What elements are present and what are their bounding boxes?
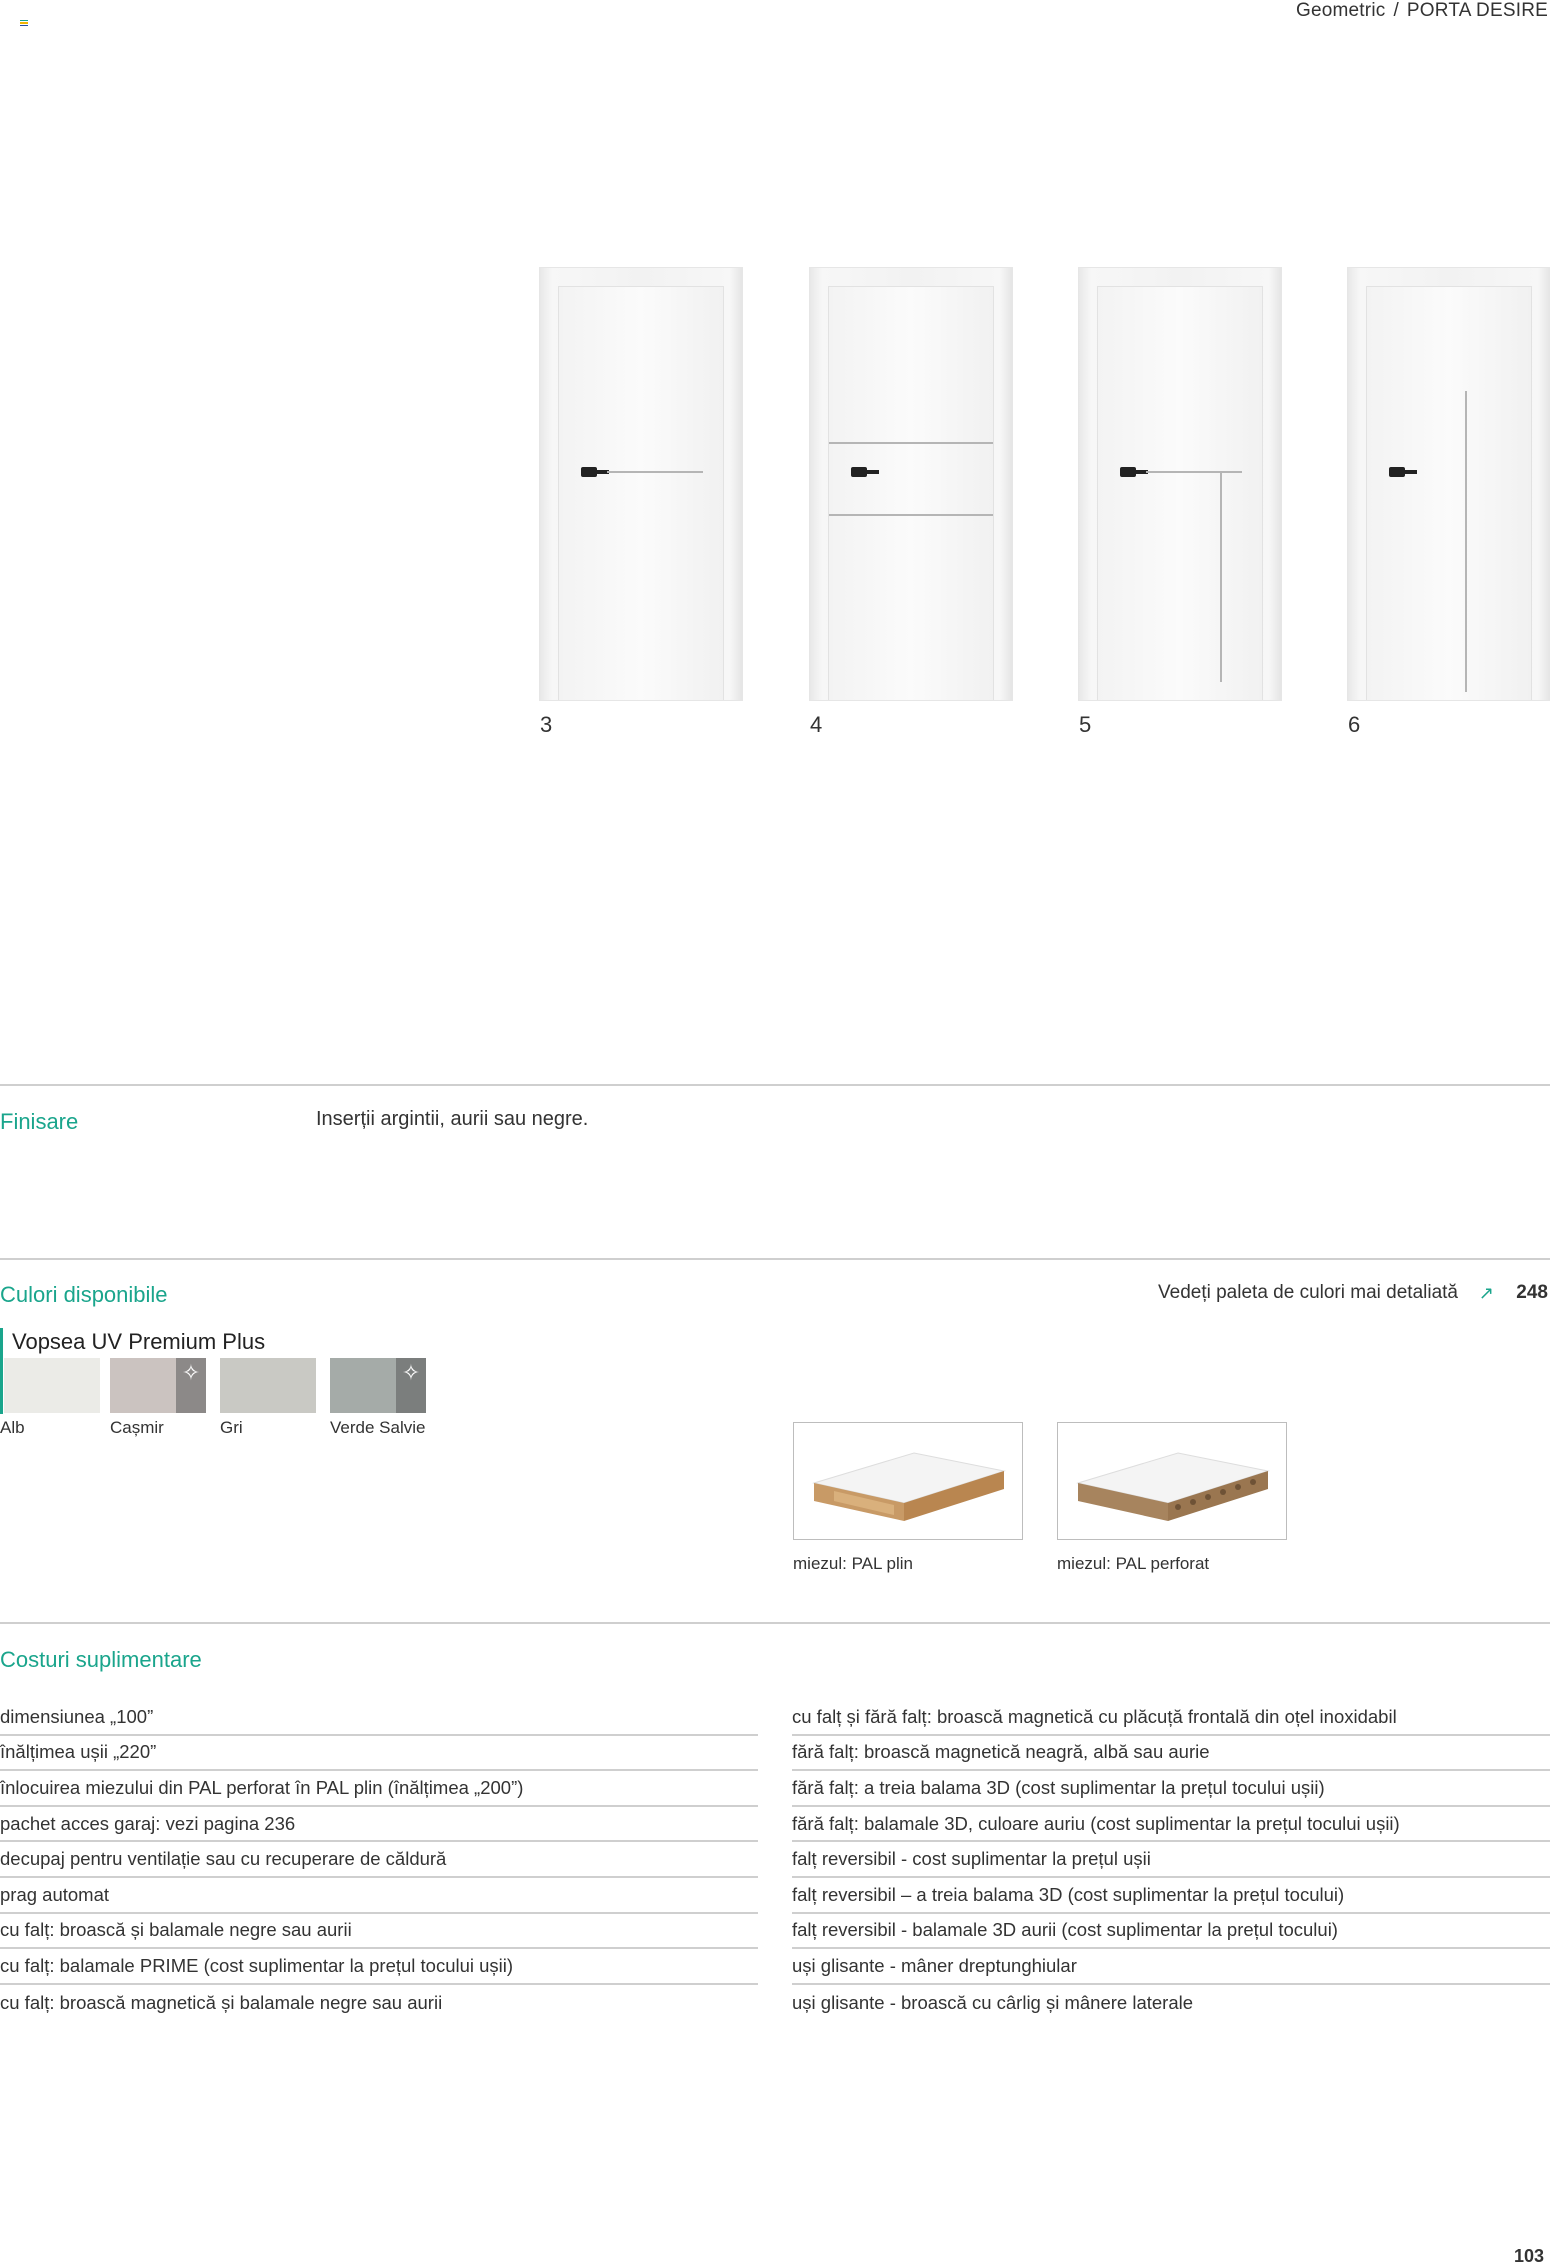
door-image-5 [1079,268,1281,700]
list-item: prag automat [0,1878,758,1914]
swatch-label: Gri [220,1418,243,1437]
list-item: cu falț și fără falț: broască magnetică cu plăcuță frontală din oțel inoxidabil [792,1700,1550,1736]
sparkle-icon: ✧ [396,1358,426,1413]
see-palette-link[interactable]: Vedeți paleta de culori mai detaliată [1158,1282,1458,1303]
door-number: 6 [1348,712,1361,737]
list-item: cu falț: balamale PRIME (cost suplimentar la prețul tocului ușii) [0,1949,758,1985]
swatch-casmir[interactable] [110,1358,206,1413]
list-item: înălțimea ușii „220” [0,1736,758,1772]
breadcrumb-collection[interactable]: Geometric [1296,0,1386,21]
swatch-label: Verde Salvie [330,1418,426,1437]
door-handle-icon [851,467,867,477]
door-handle-icon [1389,467,1405,477]
core-image-pal-plin [793,1422,1023,1540]
sparkle-icon: ✧ [176,1358,206,1413]
core-image-pal-perforat [1057,1422,1287,1540]
extra-costs-right-list [792,1700,1550,2020]
door-image-4 [810,268,1012,700]
swatch-label: Alb [0,1418,25,1437]
core-caption: miezul: PAL perforat [1057,1554,1210,1573]
brand-logo [20,20,28,26]
finishing-text: Inserții argintii, aurii sau negre. [316,1108,589,1130]
door-image-3 [540,268,742,700]
door-number: 3 [540,712,553,737]
divider [0,1084,1550,1086]
list-item: uși glisante - mâner dreptunghiular [792,1949,1550,1985]
swatch-gri[interactable] [220,1358,316,1413]
extra-costs-left-list [0,1700,758,2020]
page-number: 103 [1513,2246,1544,2266]
palette-page-ref[interactable]: 248 [1516,1282,1548,1303]
breadcrumb-separator: / [1393,0,1399,21]
list-item: pachet acces garaj: vezi pagina 236 [0,1807,758,1843]
extra-costs-title: Costuri suplimentare [0,1647,202,1672]
colors-title: Culori disponibile [0,1282,168,1307]
arrow-up-right-icon[interactable]: ↗ [1478,1283,1494,1303]
list-item: decupaj pentru ventilație sau cu recuperare de căldură [0,1842,758,1878]
list-item: fără falț: balamale 3D, culoare auriu (cost suplimentar la prețul tocului ușii) [792,1807,1550,1843]
list-item: falț reversibil - cost suplimentar la prețul ușii [792,1842,1550,1878]
door-number: 4 [810,712,823,737]
list-item: uși glisante - broască cu cârlig și mânere laterale [792,1991,1194,2013]
core-caption: miezul: PAL plin [793,1554,913,1573]
door-image-6 [1348,268,1550,700]
list-item: înlocuirea miezului din PAL perforat în PAL plin (înălțimea „200”) [0,1771,758,1807]
list-item: fără falț: a treia balama 3D (cost suplimentar la prețul tocului ușii) [792,1771,1550,1807]
breadcrumb-product[interactable]: PORTA DESIRE [1406,0,1548,21]
list-item: falț reversibil – a treia balama 3D (cost suplimentar la prețul tocului) [792,1878,1550,1914]
swatch-label: Cașmir [110,1418,164,1437]
door-handle-icon [1120,467,1136,477]
divider [0,1258,1550,1260]
list-item: falț reversibil - balamale 3D aurii (cost suplimentar la prețul tocului) [792,1914,1550,1950]
swatch-verde-salvie[interactable] [330,1358,426,1413]
finishing-title: Finisare [0,1109,79,1134]
accent-bar [0,1328,3,1414]
divider [0,1622,1550,1624]
list-item: fără falț: broască magnetică neagră, albă sau aurie [792,1736,1550,1772]
door-handle-icon [581,467,597,477]
breadcrumb [1296,0,1548,22]
list-item: dimensiunea „100” [0,1700,758,1736]
door-number: 5 [1079,712,1092,737]
list-item: cu falț: broască și balamale negre sau aurii [0,1914,758,1950]
paint-type-title: Vopsea UV Premium Plus [12,1329,266,1354]
swatch-alb[interactable] [4,1358,100,1413]
list-item: cu falț: broască magnetică și balamale negre sau aurii [0,1991,443,2013]
